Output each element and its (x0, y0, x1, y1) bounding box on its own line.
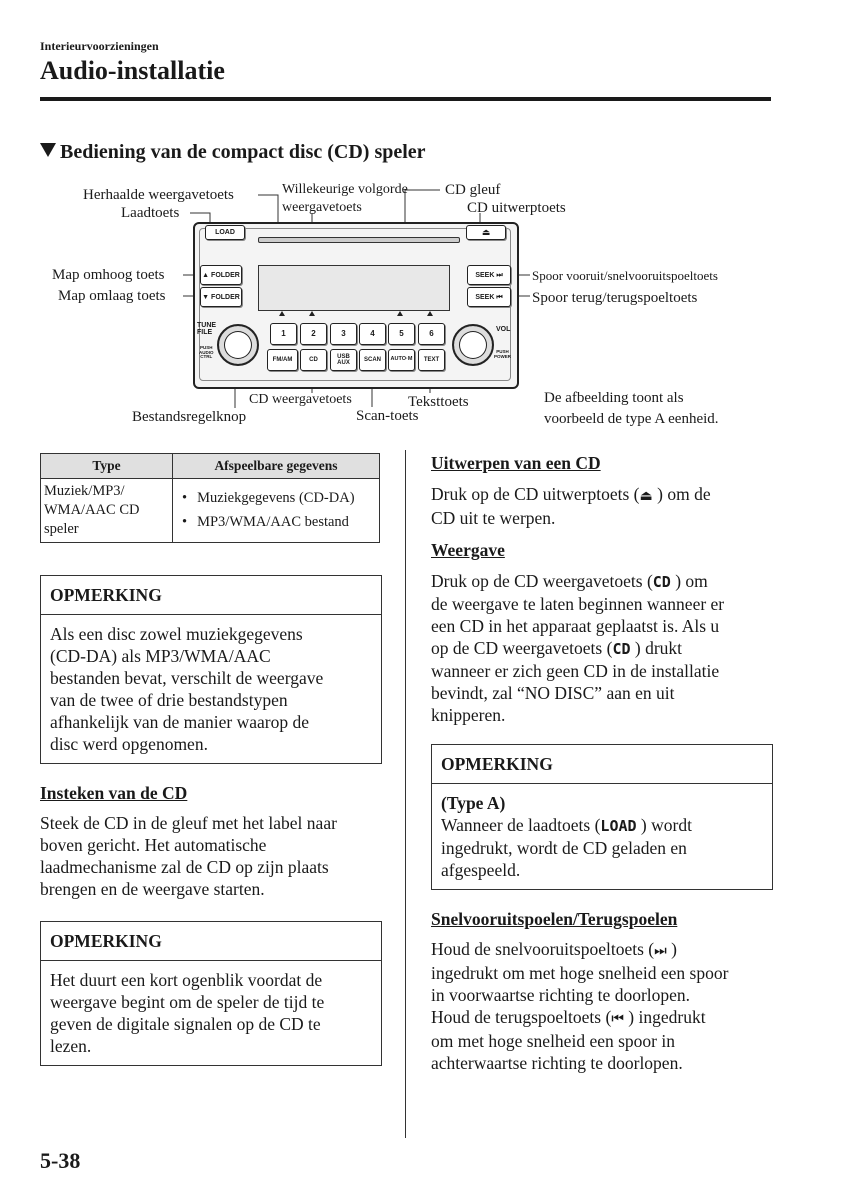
seek-back-button[interactable]: SEEK ⏮ (467, 287, 511, 307)
note-type-label: (Type A) (441, 793, 506, 813)
table-header-row (41, 454, 380, 479)
vol-label: VOL (496, 326, 511, 333)
push-power-label: PUSH POWER (494, 349, 512, 359)
folder-down-button[interactable]: ▼ FOLDER (200, 287, 242, 307)
section-label: Interieurvoorzieningen (40, 39, 159, 53)
fast-forward-text: Houd de snelvooruitspoeltoets (⏭ ) ingedrukt om met hoge snelheid een spoor in voorwaartse richting te doorlopen. Houd de terugspoeltoets (⏮ ) ingedrukt om met hoge snelheid een spoor in achterwaartse richting te doorlopen. (431, 939, 729, 1073)
label-scan: Scan-toets (356, 408, 419, 424)
note-heading: OPMERKING (41, 576, 381, 615)
fm-am-button[interactable]: FM/AM (267, 349, 298, 371)
cd-button-icon: CD (612, 640, 631, 658)
playback-text: Druk op de CD weergavetoets (CD ) om de weergave te laten beginnen wanneer er een CD in het apparaat geplaatst is. Als u op de CD weergavetoets (CD ) drukt wanneer er zich geen CD in de installatie bevindt, zal “NO DISC” aan en uit knipperen. (431, 571, 725, 725)
note-body: Als een disc zowel muziekgegevens (CD-DA) als MP3/WMA/AAC bestanden bevat, verschilt de weergave van de twee of drie bestandstypen afhankelijk van de manier waarop de disc werd opgenomen. (50, 624, 324, 754)
preset-button-6[interactable]: 6 (418, 323, 445, 345)
preset-button-1[interactable]: 1 (270, 323, 297, 345)
triangle-down-icon (40, 143, 56, 157)
column-divider (405, 450, 406, 1138)
skip-forward-icon: ⏭ (654, 943, 667, 959)
display-screen (258, 265, 450, 311)
label-cd-play: CD weergavetoets (249, 392, 352, 407)
diagram-caption: De afbeelding toont als voorbeeld de type A eenheid. (544, 390, 719, 427)
list-item: • Muziekgegevens (CD-DA) (182, 489, 376, 508)
label-cd-eject: CD uitwerptoets (467, 200, 566, 216)
load-button[interactable]: LOAD (205, 225, 245, 240)
usb-aux-button[interactable] (330, 349, 357, 371)
scan-button[interactable]: SCAN (359, 349, 386, 371)
insert-cd-text: Steek de CD in de gleuf met het label naar boven gericht. Het automatische laadmechanisme zal de CD op zijn plaats brengen en de weergave starten. (40, 813, 337, 899)
playable-data-table (40, 453, 380, 543)
tune-file-label: TUNE FILE (197, 322, 217, 337)
text-button[interactable]: TEXT (418, 349, 445, 371)
auto-m-button[interactable]: AUTO·M (388, 349, 415, 371)
label-file-knob: Bestandsregelknop (132, 409, 247, 425)
usb-label: USB (337, 354, 350, 360)
eject-text: Druk op de CD uitwerptoets (⏏ ) om de CD uit te werpen. (431, 484, 711, 528)
table-header-data: Afspeelbare gegevens (173, 454, 380, 479)
skip-back-icon: ⏮ (611, 1011, 624, 1027)
header-rule (40, 97, 771, 101)
label-cd-slot: CD gleuf (445, 182, 501, 198)
label-track-forward: Spoor vooruit/snelvooruitspoeltoets (532, 268, 718, 283)
note-box (40, 921, 382, 1066)
preset-button-3[interactable]: 3 (330, 323, 357, 345)
note-box (431, 744, 773, 890)
seek-forward-button[interactable]: SEEK ⏭ (467, 265, 511, 285)
note-box (40, 575, 382, 764)
fast-forward-heading: Snelvooruitspoelen/Terugspoelen (431, 909, 678, 929)
note-body: Het duurt een kort ogenblik voordat de weergave begint om de speler de tijd te geven de digitale signalen op de CD te lezen. (50, 970, 325, 1056)
label-random-button: Willekeurige volgorde weergavetoets (282, 182, 408, 215)
table-header-type: Type (41, 454, 173, 479)
indicator-icon (309, 311, 315, 316)
eject-icon: ⏏ (639, 488, 653, 504)
load-button-icon: LOAD (600, 817, 637, 835)
label-load-button: Laadtoets (121, 205, 180, 221)
push-audio-ctrl-label: PUSH AUDIO CTRL (199, 345, 214, 360)
list-item: • MP3/WMA/AAC bestand (182, 513, 376, 532)
page-title: Audio-installatie (40, 56, 225, 85)
indicator-icon (397, 311, 403, 316)
insert-cd-heading: Insteken van de CD (40, 783, 188, 803)
label-repeat-button: Herhaalde weergavetoets (83, 187, 234, 203)
eject-button[interactable]: ⏏ (466, 225, 506, 240)
folder-up-button[interactable]: ▲ FOLDER (200, 265, 242, 285)
subsection-title: Bediening van de compact disc (CD) speler (40, 141, 426, 164)
label-folder-up: Map omhoog toets (52, 267, 165, 283)
indicator-icon (279, 311, 285, 316)
table-row (41, 479, 380, 543)
note-heading: OPMERKING (432, 745, 772, 784)
cd-button-icon: CD (652, 573, 671, 591)
preset-button-4[interactable]: 4 (359, 323, 386, 345)
aux-label: AUX (337, 360, 350, 366)
note-heading: OPMERKING (41, 922, 381, 961)
volume-knob[interactable] (452, 324, 494, 366)
audio-control-knob[interactable] (217, 324, 259, 366)
cd-slot (258, 237, 460, 243)
preset-button-5[interactable]: 5 (388, 323, 415, 345)
table-cell-data (173, 479, 380, 543)
indicator-icon (427, 311, 433, 316)
label-track-back: Spoor terug/terugspoeltoets (532, 290, 698, 306)
preset-button-2[interactable]: 2 (300, 323, 327, 345)
cd-button[interactable]: CD (300, 349, 327, 371)
table-cell-type: Muziek/MP3/ WMA/AAC CD speler (41, 479, 173, 543)
page-number: 5-38 (40, 1148, 81, 1173)
eject-heading: Uitwerpen van een CD (431, 453, 601, 473)
playback-heading: Weergave (431, 540, 505, 560)
cd-player-diagram (0, 175, 845, 435)
label-folder-down: Map omlaag toets (58, 288, 166, 304)
note-body: (Type A) Wanneer de laadtoets (LOAD ) wordt ingedrukt, wordt de CD geladen en afgespeeld. (432, 784, 772, 889)
label-text: Teksttoets (408, 394, 469, 410)
